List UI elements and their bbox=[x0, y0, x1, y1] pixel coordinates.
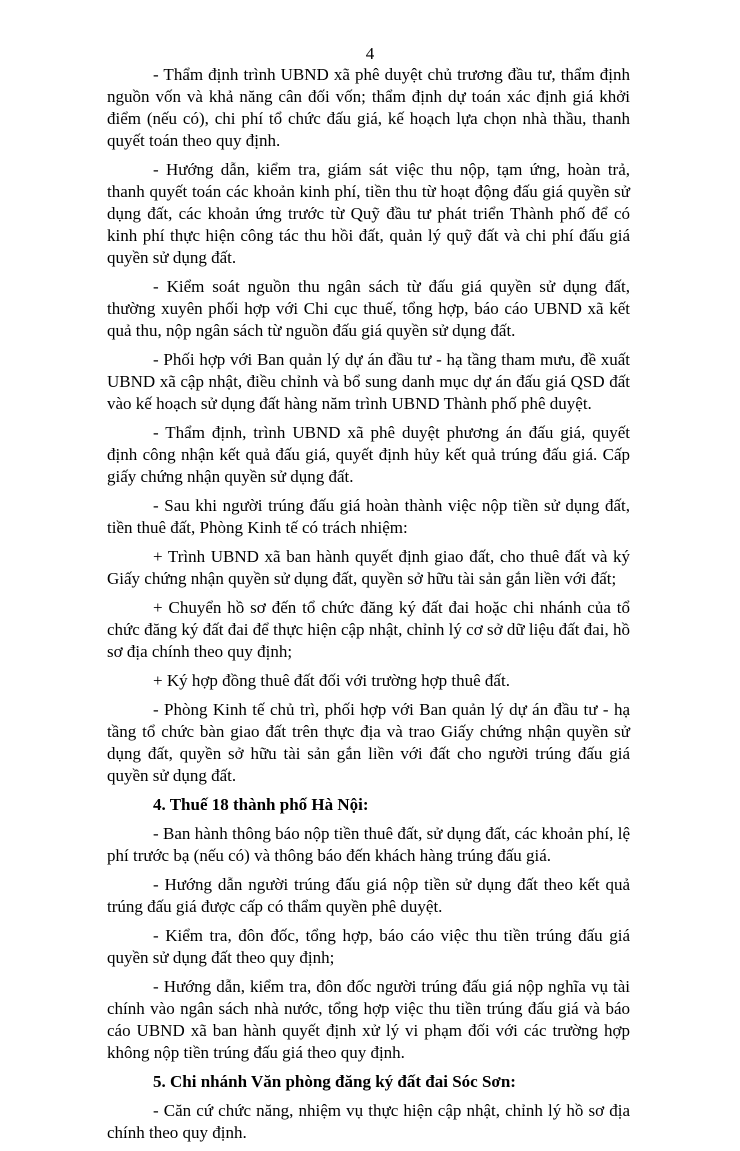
paragraph: - Căn cứ chức năng, nhiệm vụ thực hiện cập nhật, chỉnh lý hồ sơ địa chính theo quy định. bbox=[107, 1101, 630, 1142]
paragraph: - Phòng Kinh tế chủ trì, phối hợp với Ban quản lý dự án đầu tư - hạ tầng tổ chức bàn giao đất trên thực địa và trao Giấy chứng nhận quyền sử dụng đất, quyền sở hữu tài sản gắn liền với đất cho người trúng đấu giá quyền sử dụng đất. bbox=[107, 700, 630, 785]
paragraph: - Sau khi người trúng đấu giá hoàn thành việc nộp tiền sử dụng đất, tiền thuê đất, Phòng Kinh tế có trách nhiệm: bbox=[107, 496, 630, 537]
paragraph: - Kiểm tra, đôn đốc, tổng hợp, báo cáo việc thu tiền trúng đấu giá quyền sử dụng đất theo quy định; bbox=[107, 926, 630, 967]
paragraph: - Hướng dẫn, kiểm tra, đôn đốc người trúng đấu giá nộp nghĩa vụ tài chính vào ngân sách nhà nước, tổng hợp việc thu tiền trúng đấu giá và báo cáo UBND xã ban hành quyết định xử lý vi phạm đối với các trường hợp không nộp tiền trúng đấu giá theo quy định. bbox=[107, 977, 630, 1062]
page-number: 4 bbox=[365, 44, 375, 63]
paragraph: - Ban hành thông báo nộp tiền thuê đất, sử dụng đất, các khoản phí, lệ phí trước bạ (nếu có) và thông báo đến khách hàng trúng đấu giá. bbox=[107, 824, 630, 865]
paragraph: - Kiểm soát nguồn thu ngân sách từ đấu giá quyền sử dụng đất, thường xuyên phối hợp với Chi cục thuế, tổng hợp, báo cáo UBND xã kết quả thu, nộp ngân sách từ nguồn đấu giá quyền sử dụng đất. bbox=[107, 277, 630, 340]
paragraph: + Chuyển hồ sơ đến tổ chức đăng ký đất đai hoặc chi nhánh của tổ chức đăng ký đất đai để thực hiện cập nhật, chỉnh lý cơ sở dữ liệu đất đai, hồ sơ địa chính theo quy định; bbox=[107, 598, 630, 661]
paragraph: - Thẩm định, trình UBND xã phê duyệt phương án đấu giá, quyết định công nhận kết quả đấu giá, quyết định hủy kết quả trúng đấu giá. Cấp giấy chứng nhận quyền sử dụng đất. bbox=[107, 423, 630, 486]
section-heading-4: 4. Thuế 18 thành phố Hà Nội: bbox=[153, 795, 369, 814]
paragraph: - Hướng dẫn người trúng đấu giá nộp tiền sử dụng đất theo kết quả trúng đấu giá được cấp có thẩm quyền phê duyệt. bbox=[107, 875, 630, 916]
section-heading-5: 5. Chi nhánh Văn phòng đăng ký đất đai Sóc Sơn: bbox=[153, 1072, 516, 1091]
paragraph: + Trình UBND xã ban hành quyết định giao đất, cho thuê đất và ký Giấy chứng nhận quyền sử dụng đất, quyền sở hữu tài sản gắn liền với đất; bbox=[107, 547, 630, 588]
paragraph: - Phối hợp với Ban quản lý dự án đầu tư - hạ tầng tham mưu, đề xuất UBND xã cập nhật, điều chỉnh và bổ sung danh mục dự án đấu giá QSD đất vào kế hoạch sử dụng đất hàng năm trình UBND Thành phố phê duyệt. bbox=[107, 350, 630, 413]
paragraph: - Hướng dẫn, kiểm tra, giám sát việc thu nộp, tạm ứng, hoàn trả, thanh quyết toán các khoản kinh phí, tiền thu từ hoạt động đấu giá quyền sử dụng đất, các khoản ứng trước từ Quỹ đầu tư phát triển Thành phố để có kinh phí thực hiện công tác thu hồi đất, quản lý quỹ đất và chi phí đấu giá quyền sử dụng đất. bbox=[107, 160, 630, 267]
paragraph: - Thẩm định trình UBND xã phê duyệt chủ trương đầu tư, thẩm định nguồn vốn và khả năng cân đối vốn; thẩm định dự toán xác định giá khởi điểm (nếu có), chi phí tổ chức đấu giá, kế hoạch lựa chọn nhà thầu, thanh quyết toán theo quy định. bbox=[107, 65, 630, 150]
document-body bbox=[107, 64, 630, 1151]
paragraph: + Ký hợp đồng thuê đất đối với trường hợp thuê đất. bbox=[153, 671, 510, 690]
